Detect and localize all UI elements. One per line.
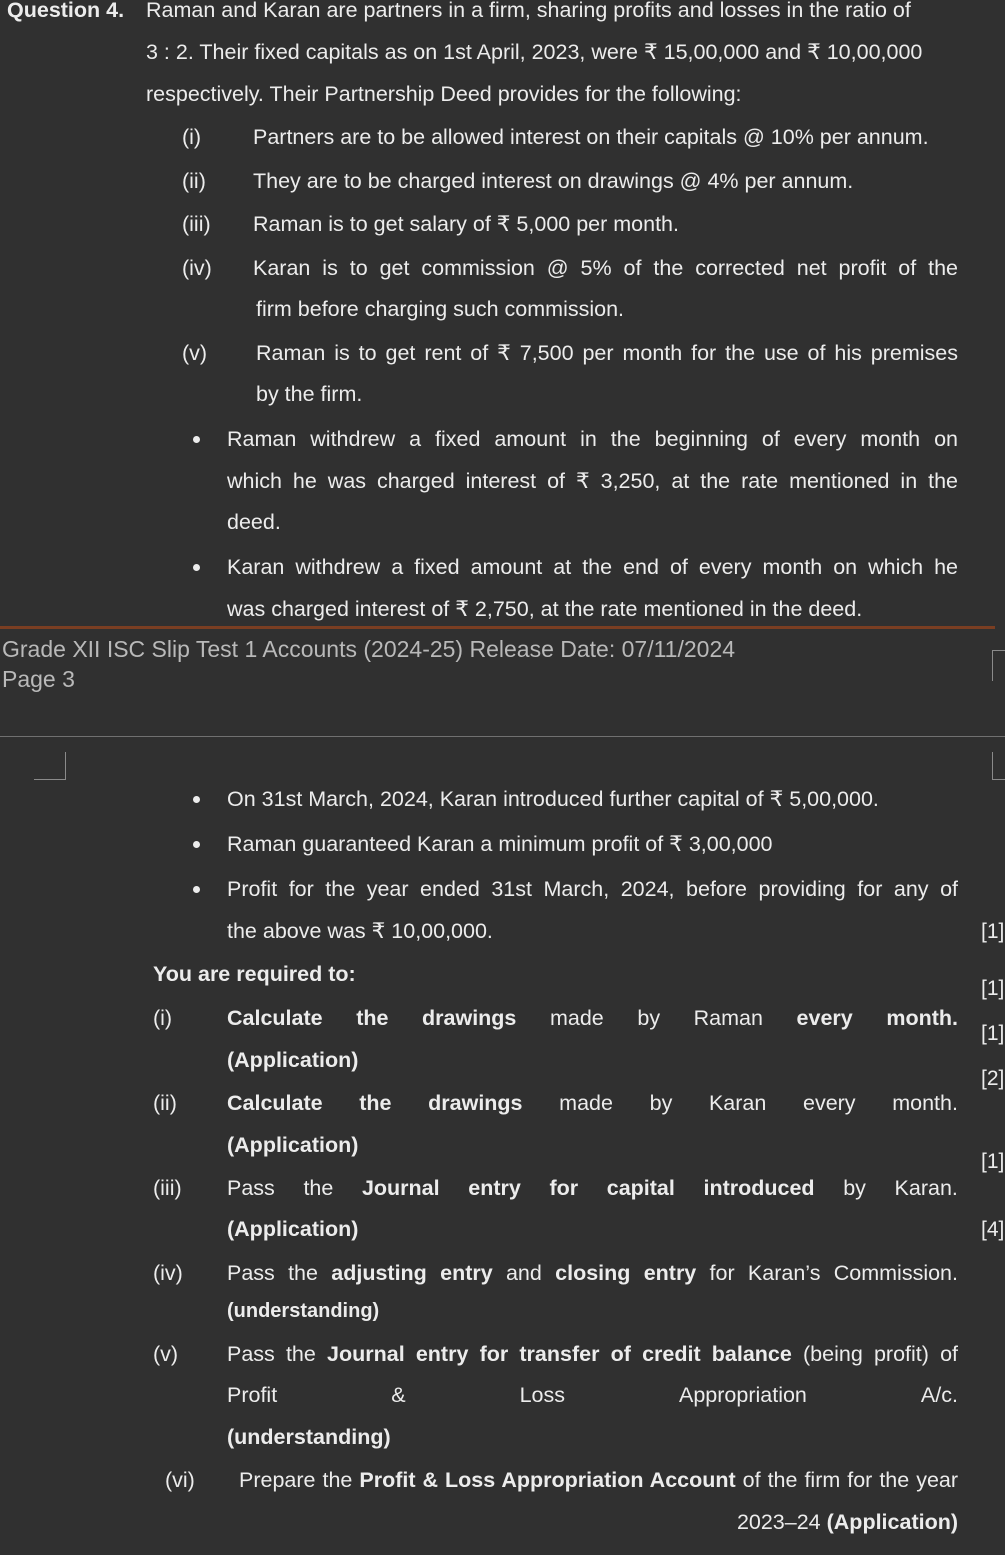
task-word: Pass [227, 1176, 275, 1200]
deed-text-line: Karan is to get commission @ 5% of the corrected net profit of the [253, 256, 958, 280]
task-word: the [356, 1006, 389, 1030]
task-num: (vi) [165, 1468, 195, 1492]
task-num: (iii) [153, 1176, 182, 1200]
task-word: every [802, 1091, 856, 1115]
crop-mark [992, 650, 1005, 681]
task-num: (iv) [153, 1261, 183, 1285]
task-text-run: Journal entry for transfer of credit balance [327, 1342, 792, 1366]
bullet-line: was charged interest of ₹ 2,750, at the rate mentioned in the deed. [227, 597, 863, 621]
task-word: Raman [693, 1006, 763, 1030]
required-heading: You are required to: [153, 962, 356, 986]
task-text-run: adjusting entry [331, 1261, 493, 1285]
task-word: for [549, 1176, 579, 1200]
marks-label: [2] [981, 1067, 1005, 1090]
marks-label: [1] [981, 977, 1005, 1000]
deed-text: Raman is to get salary of ₹ 5,000 per month. [253, 212, 679, 236]
task-text-run: and [492, 1261, 556, 1285]
bullet-line: Raman withdrew a fixed amount in the beginning of every month on [227, 427, 958, 451]
task-text-run: (Application) [826, 1510, 958, 1534]
crop-mark [992, 752, 1005, 780]
task-word: Profit [227, 1383, 278, 1407]
task-word: by [649, 1091, 673, 1115]
bullet-dot [193, 886, 200, 893]
intro-line-2: 3 : 2. Their fixed capitals as on 1st April, 2023, were ₹ 15,00,000 and ₹ 10,00,000 [146, 40, 923, 64]
task-text-run: of the firm for the year [735, 1468, 959, 1492]
deed-text: Partners are to be allowed interest on their capitals @ 10% per annum. [253, 125, 929, 149]
task-num: (v) [153, 1342, 179, 1366]
marks-label: [1] [981, 920, 1005, 943]
task-word: & [391, 1383, 406, 1407]
deed-num: (iii) [182, 212, 211, 236]
footer-page-number: Page 3 [2, 666, 75, 692]
question-number: Question 4. [7, 0, 125, 22]
task-word: Karan [708, 1091, 767, 1115]
task-text-run: Pass the [227, 1342, 328, 1366]
task-text-run: Profit & Loss Appropriation Account [359, 1468, 736, 1492]
intro-line-3: respectively. Their Partnership Deed provides for the following: [146, 82, 742, 106]
task-word: introduced [703, 1176, 815, 1200]
task-word: drawings [422, 1006, 517, 1030]
deed-text [253, 256, 958, 281]
task-line-text [239, 1468, 958, 1493]
task-line [227, 1261, 958, 1286]
deed-text-line: Raman is to get rent of ₹ 7,500 per month for the use of his premises [256, 341, 958, 365]
task-line [227, 1342, 958, 1367]
marks-label: [4] [981, 1218, 1005, 1241]
task-word: Calculate [227, 1006, 323, 1030]
task-text-run: Prepare the [239, 1468, 360, 1492]
deed-text: by the firm. [256, 382, 363, 406]
task-line [239, 1468, 958, 1493]
task-word: Karan. [894, 1176, 958, 1200]
task-cognitive-level: (understanding) [227, 1300, 380, 1322]
task-line-text [227, 1261, 958, 1286]
bullet-line: deed. [227, 510, 281, 534]
footer-title: Grade XII ISC Slip Test 1 Accounts (2024-25) Release Date: 07/11/2024 [2, 636, 736, 662]
task-word: Calculate [227, 1091, 323, 1115]
task-line [227, 1006, 958, 1031]
marks-label: [1] [981, 1150, 1005, 1173]
task-num: (i) [153, 1006, 173, 1030]
page-separator [0, 736, 1005, 737]
bullet-text [227, 469, 958, 494]
task-word: Loss [519, 1383, 565, 1407]
bullet-line: the above was ₹ 10,00,000. [227, 919, 493, 943]
deed-num: (i) [182, 125, 202, 149]
task-line [227, 1176, 958, 1201]
task-line [737, 1510, 958, 1535]
task-word: by [637, 1006, 661, 1030]
deed-num: (v) [182, 341, 208, 365]
task-text-run: closing entry [555, 1261, 697, 1285]
task-word: the [359, 1091, 392, 1115]
task-word: Journal [361, 1176, 440, 1200]
deed-text: firm before charging such commission. [256, 297, 625, 321]
task-line [227, 1091, 958, 1116]
task-cognitive-level: (understanding) [227, 1425, 391, 1449]
bullet-dot [193, 564, 200, 571]
task-word: month. [892, 1091, 958, 1115]
intro-line-1: Raman and Karan are partners in a firm, sharing profits and losses in the ratio of [146, 0, 911, 22]
bullet-text [227, 427, 958, 452]
bullet-line: Profit for the year ended 31st March, 2024, before providing for any of [227, 877, 958, 901]
bullet-line: Raman guaranteed Karan a minimum profit of ₹ 3,00,000 [227, 832, 773, 856]
deed-num: (ii) [182, 169, 206, 193]
task-num: (ii) [153, 1091, 177, 1115]
task-text-run: Pass the [227, 1261, 332, 1285]
bullet-dot [193, 841, 200, 848]
task-word: made [549, 1006, 604, 1030]
task-word: the [303, 1176, 334, 1200]
deed-text: They are to be charged interest on drawings @ 4% per annum. [253, 169, 854, 193]
task-word: drawings [428, 1091, 523, 1115]
task-cognitive-level: (Application) [227, 1133, 359, 1157]
task-word: Appropriation [679, 1383, 807, 1407]
bullet-line: which he was charged interest of ₹ 3,250, at the rate mentioned in the [227, 469, 958, 493]
task-line-text [227, 1342, 958, 1367]
bullet-line: On 31st March, 2024, Karan introduced further capital of ₹ 5,00,000. [227, 787, 879, 811]
task-cognitive-level: (Application) [227, 1048, 359, 1072]
task-text-run: 2023–24 [736, 1510, 827, 1534]
task-word: entry [468, 1176, 521, 1200]
bullet-line: Karan withdrew a fixed amount at the end of every month on which he [227, 555, 958, 579]
task-text-run: (being profit) of [791, 1342, 958, 1366]
bullet-text [227, 555, 958, 580]
deed-text [256, 341, 958, 366]
bullet-text [227, 877, 958, 902]
task-line [227, 1383, 958, 1408]
bullet-dot [193, 436, 200, 443]
task-word: made [559, 1091, 613, 1115]
task-cognitive-level: (Application) [227, 1217, 359, 1241]
deed-num: (iv) [182, 256, 212, 280]
marks-label: [1] [981, 1022, 1005, 1045]
task-word: every [796, 1006, 853, 1030]
task-word: capital [606, 1176, 675, 1200]
task-word: month. [886, 1006, 958, 1030]
bullet-dot [193, 796, 200, 803]
task-text-run: for Karan’s Commission. [696, 1261, 958, 1285]
crop-mark [34, 752, 66, 780]
task-word: by [843, 1176, 866, 1200]
page-break-rule [0, 626, 995, 629]
task-word: A/c. [920, 1383, 958, 1407]
